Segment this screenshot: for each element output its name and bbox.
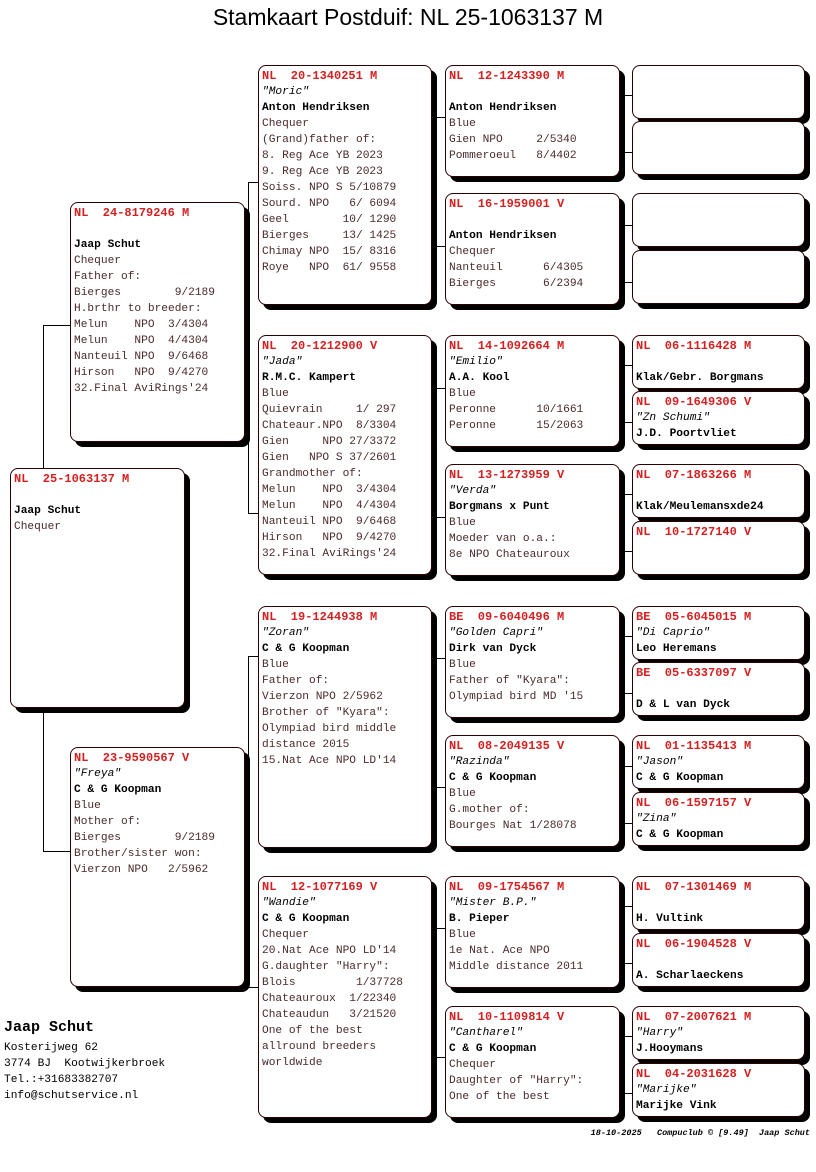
info-line: Bierges 9/2189 [74,287,215,299]
info-line: 20.Nat Ace NPO LD'14 [262,945,397,957]
pigeon-card-ggg-parent[interactable] [632,735,805,789]
breeder-name: C & G Koopman [636,772,724,784]
breeder-name: D & L van Dyck [636,699,730,711]
info-line: Chateaur.NPO 8/3304 [262,420,397,432]
pigeon-card-father[interactable] [70,202,245,442]
info-line: Bierges 6/2394 [449,278,584,290]
page-title: Stamkaart Postduif: NL 25-1063137 M [212,4,604,30]
breeder-name: A. Scharlaeckens [636,970,744,982]
info-line: Daughter of "Harry": [449,1075,584,1087]
info-line: Gien NPO 2/5340 [449,134,577,146]
ring-number: NL 06-1597157 V [636,796,752,810]
info-line: Nanteuil NPO 9/6468 [262,516,397,528]
info-line: Father of: [262,675,330,687]
connector [43,325,71,468]
info-line: allround breeders [262,1041,377,1053]
pigeon-name: "Golden Capri" [449,627,543,639]
pigeon-card-great-grandparent[interactable] [445,735,620,847]
owner-info [4,1018,165,1104]
info-line: Brother of "Kyara": [262,707,390,719]
breeder-name: C & G Koopman [449,772,537,784]
ring-number: NL 01-1135413 M [636,739,752,753]
pigeon-name: "Moric" [262,86,309,98]
pigeon-card-ggg-parent[interactable] [632,121,805,175]
breeder-name: Klak/Meulemansxde24 [636,501,764,513]
spacer [636,354,801,370]
pigeon-name: "Freya" [74,768,121,780]
ring-number: NL 06-1904528 V [636,937,752,951]
ring-number: NL 12-1077169 V [262,880,378,894]
info-line: One of the best [262,1025,363,1037]
pigeon-name: "Jason" [636,756,683,768]
info-line: 9. Reg Ace YB 2023 [262,166,383,178]
info-line: Melun NPO 3/4304 [262,484,397,496]
breeder-name: C & G Koopman [636,829,724,841]
info-line: Soiss. NPO S 5/10879 [262,182,397,194]
breeder-name: Anton Hendriksen [262,102,370,114]
pigeon-card-ggg-parent[interactable] [632,193,805,247]
ring-number: NL 07-1863266 M [636,468,752,482]
breeder-name: B. Pieper [449,913,510,925]
info-line: Brother/sister won: [74,848,202,860]
info-line: worldwide [262,1057,323,1069]
pigeon-card-great-grandparent[interactable] [445,876,620,988]
breeder-name: Jaap Schut [14,505,82,517]
pigeon-name: "Zoran" [262,627,309,639]
pigeon-card-mother[interactable] [70,747,245,987]
pigeon-name: "Cantharel" [449,1027,523,1039]
info-line: Peronne 10/1661 [449,404,584,416]
info-line: Quievrain 1/ 297 [262,404,397,416]
breeder-name: J.Hooymans [636,1043,704,1055]
breeder-name: Marijke Vink [636,1100,717,1112]
info-line: Chequer [14,521,61,533]
info-line: Mother of: [74,816,142,828]
breeder-name: Klak/Gebr. Borgmans [636,372,764,384]
info-line: H.brthr to breeder: [74,303,202,315]
ring-number: NL 20-1212900 V [262,339,378,353]
info-line: Blois 1/37728 [262,977,403,989]
pigeon-card-great-grandparent[interactable] [445,335,620,447]
pigeon-card-great-grandparent[interactable] [445,1006,620,1118]
ring-number: NL 12-1243390 M [449,69,565,83]
spacer [636,483,801,499]
info-line: 8. Reg Ace YB 2023 [262,150,383,162]
ring-number: NL 10-1727140 V [636,525,752,539]
spacer [14,487,181,503]
breeder-name: J.D. Poortvliet [636,428,737,440]
ring-number: BE 05-6337097 V [636,666,752,680]
breeder-name: C & G Koopman [262,643,350,655]
print-stamp: 18-10-2025 Compuclub © [9.49] Jaap Schut [590,1128,810,1138]
connector [43,713,71,852]
ring-number: NL 14-1092664 M [449,339,565,353]
pigeon-card-ggg-parent[interactable] [632,933,805,987]
info-line: Chequer [74,255,121,267]
pigeon-card-great-grandparent[interactable] [445,193,620,305]
info-line: Chequer [449,1059,496,1071]
owner-address: Kosterijweg 62 [4,1042,98,1054]
breeder-name: C & G Koopman [74,784,162,796]
spacer [636,952,801,968]
ring-number: NL 07-2007621 M [636,1010,752,1024]
breeder-name: Leo Heremans [636,643,717,655]
info-line: G.daughter "Harry": [262,961,390,973]
spacer [449,212,616,228]
pigeon-card-ggg-parent[interactable] [632,250,805,304]
ring-number: NL 09-1649306 V [636,395,752,409]
info-line: Blue [262,659,289,671]
info-line: Moeder van o.a.: [449,533,557,545]
info-line: Grandmother of: [262,468,363,480]
info-line: Vierzon NPO 2/5962 [262,691,383,703]
info-line: One of the best [449,1091,550,1103]
spacer [636,895,801,911]
owner-phone: Tel.:+31683382707 [4,1074,119,1086]
info-line: distance 2015 [262,739,350,751]
info-line: Blue [74,800,101,812]
info-line: Blue [449,929,476,941]
spacer [74,221,241,237]
info-line: Bierges 13/ 1425 [262,230,397,242]
info-line: Blue [449,388,476,400]
pigeon-card-ggg-parent[interactable] [632,1063,805,1117]
ring-number: NL 25-1063137 M [14,472,130,486]
pigeon-card-ggg-parent[interactable] [632,464,805,518]
pigeon-name: "Zn Schumi" [636,412,710,424]
info-line: Blue [449,118,476,130]
pigeon-card-ggg-parent[interactable] [632,335,805,389]
info-line: 32.Final AviRings'24 [262,548,397,560]
pigeon-card-great-grandparent[interactable] [445,464,620,576]
info-line: Middle distance 2011 [449,961,584,973]
info-line: Chateaudun 3/21520 [262,1009,397,1021]
pigeon-name: "Di Caprio" [636,627,710,639]
info-line: Blue [449,659,476,671]
info-line: Nanteuil 6/4305 [449,262,584,274]
owner-city: 3774 BJ Kootwijkerbroek [4,1058,166,1070]
info-line: Melun NPO 3/4304 [74,319,209,331]
ring-number: BE 09-6040496 M [449,610,565,624]
info-line: Bourges Nat 1/28078 [449,820,577,832]
info-line: Chequer [449,246,496,258]
ring-number: NL 04-2031628 V [636,1067,752,1081]
info-line: Chimay NPO 15/ 8316 [262,246,397,258]
breeder-name: H. Vultink [636,913,704,925]
info-line: Gien NPO 27/3372 [262,436,397,448]
info-line: (Grand)father of: [262,134,377,146]
pigeon-card-ggg-parent[interactable] [632,65,805,119]
info-line: Olympiad bird MD '15 [449,691,584,703]
owner-email: info@schutservice.nl [4,1090,139,1102]
spacer [636,681,801,697]
pigeon-name: "Jada" [262,356,303,368]
info-line: Blue [449,517,476,529]
info-line: Hirson NPO 9/4270 [262,532,397,544]
ring-number: NL 13-1273959 V [449,468,565,482]
breeder-name: Jaap Schut [74,239,142,251]
info-line: Gien NPO S 37/2601 [262,452,397,464]
pigeon-card-ggg-parent[interactable] [632,606,805,660]
info-line: Chequer [262,118,309,130]
pigeon-name: "Mister B.P." [449,897,537,909]
ring-number: NL 20-1340251 M [262,69,378,83]
info-line: 8e NPO Chateauroux [449,549,570,561]
info-line: Peronne 15/2063 [449,420,584,432]
pigeon-card-ggg-parent[interactable] [632,792,805,846]
breeder-name: Anton Hendriksen [449,230,557,242]
pigeon-card-grandparent[interactable] [258,606,432,848]
pigeon-card-ggg-parent[interactable] [632,521,805,575]
pigeon-card-subject[interactable] [10,468,185,708]
pigeon-card-great-grandparent[interactable] [445,65,620,177]
pigeon-name: "Wandie" [262,897,316,909]
ring-number: NL 08-2049135 V [449,739,565,753]
ring-number: NL 19-1244938 M [262,610,378,624]
pigeon-card-great-grandparent[interactable] [445,606,620,718]
info-line: Chateauroux 1/22340 [262,993,397,1005]
ring-number: NL 06-1116428 M [636,339,752,353]
info-line: Olympiad bird middle [262,723,397,735]
pigeon-name: "Razinda" [449,756,510,768]
ring-number: NL 24-8179246 M [74,206,190,220]
breeder-name: Dirk van Dyck [449,643,537,655]
pigeon-card-ggg-parent[interactable] [632,876,805,930]
info-line: Vierzon NPO 2/5962 [74,864,209,876]
info-line: Geel 10/ 1290 [262,214,397,226]
info-line: Bierges 9/2189 [74,832,215,844]
ring-number: NL 10-1109814 V [449,1010,565,1024]
breeder-name: C & G Koopman [262,913,350,925]
info-line: Father of: [74,271,142,283]
pigeon-card-ggg-parent[interactable] [632,662,805,716]
info-line: 1e Nat. Ace NPO [449,945,550,957]
info-line: Pommeroeul 8/4402 [449,150,577,162]
pigeon-card-grandparent[interactable] [258,876,432,1118]
ring-number: NL 23-9590567 V [74,751,190,765]
info-line: Blue [449,788,476,800]
info-line: Roye NPO 61/ 9558 [262,262,397,274]
spacer [449,84,616,100]
breeder-name: A.A. Kool [449,372,510,384]
pigeon-name: "Marijke" [636,1084,697,1096]
info-line: 15.Nat Ace NPO LD'14 [262,755,397,767]
ring-number: NL 07-1301469 M [636,880,752,894]
pigeon-name: "Harry" [636,1027,683,1039]
info-line: Blue [262,388,289,400]
info-line: Melun NPO 4/4304 [262,500,397,512]
info-line: Sourd. NPO 6/ 6094 [262,198,397,210]
breeder-name: Borgmans x Punt [449,501,550,513]
ring-number: NL 09-1754567 M [449,880,565,894]
info-line: Melun NPO 4/4304 [74,335,209,347]
pigeon-card-grandparent[interactable] [258,65,432,305]
pigeon-card-grandparent[interactable] [258,335,432,575]
pigeon-name: "Zina" [636,813,677,825]
info-line: G.mother of: [449,804,530,816]
pigeon-name: "Verda" [449,485,496,497]
ring-number: BE 05-6045015 M [636,610,752,624]
breeder-name: Anton Hendriksen [449,102,557,114]
breeder-name: R.M.C. Kampert [262,372,356,384]
pigeon-card-ggg-parent[interactable] [632,1006,805,1060]
info-line: Nanteuil NPO 9/6468 [74,351,209,363]
pigeon-card-ggg-parent[interactable] [632,391,805,445]
owner-name: Jaap Schut [4,1019,95,1036]
ring-number: NL 16-1959001 V [449,197,565,211]
pigeon-name: "Emilio" [449,356,503,368]
info-line: 32.Final AviRings'24 [74,383,209,395]
info-line: Chequer [262,929,309,941]
breeder-name: C & G Koopman [449,1043,537,1055]
info-line: Hirson NPO 9/4270 [74,367,209,379]
info-line: Father of "Kyara": [449,675,570,687]
